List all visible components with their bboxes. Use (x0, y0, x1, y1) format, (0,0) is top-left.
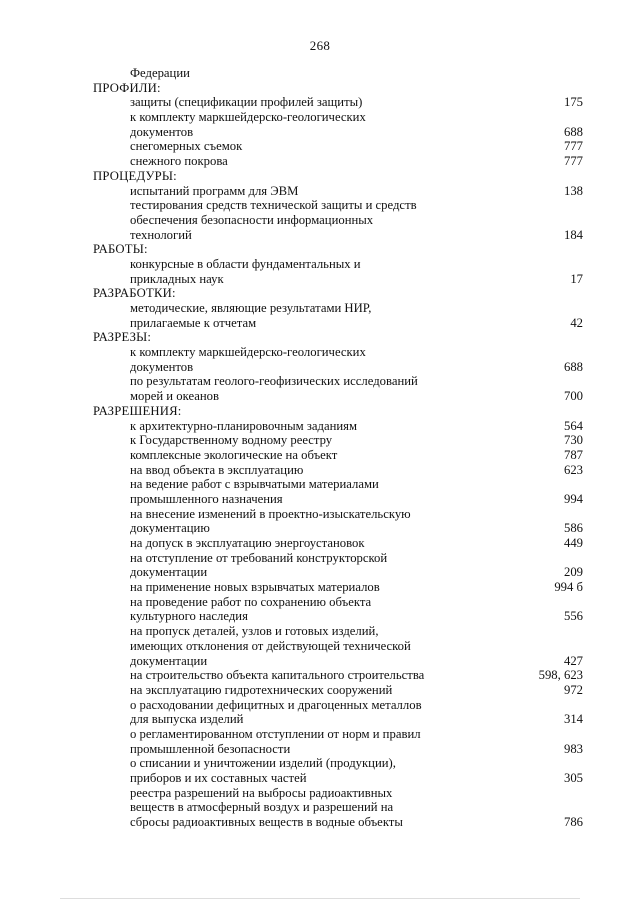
entry-text: защиты (спецификации профилей защиты) (130, 95, 363, 110)
page-reference: 983 (563, 741, 583, 756)
page-reference: 700 (563, 389, 583, 404)
page-reference: 586 (563, 521, 583, 536)
index-entry (0, 228, 640, 243)
entry-text: снегомерных съемок (130, 139, 243, 154)
entry-text: реестра разрешений на выбросы радиоактивных (130, 785, 393, 800)
heading-text: РАЗРЕШЕНИЯ: (93, 403, 182, 418)
entry-text: на отступление от требований конструкторской (130, 550, 388, 565)
index-entry (0, 698, 640, 713)
entry-text: о расходовании дефицитных и драгоценных металлов (130, 697, 422, 712)
heading-text: РАБОТЫ: (93, 242, 148, 257)
index-entry (0, 639, 640, 654)
entry-text: сбросы радиоактивных веществ в водные объекты (130, 815, 403, 830)
page-reference: 598, 623 (538, 668, 583, 683)
index-entry (0, 433, 640, 448)
index-entry (0, 419, 640, 434)
index-entry (0, 742, 640, 757)
index-entry (0, 595, 640, 610)
entry-text: для выпуска изделий (130, 712, 244, 727)
index-entry (0, 66, 640, 81)
entry-text: к комплекту маркшейдерско-геологических (130, 110, 366, 125)
page-bottom-edge (60, 898, 580, 899)
index-entry (0, 521, 640, 536)
index-entry (0, 800, 640, 815)
index-entry (0, 654, 640, 669)
index-entry (0, 624, 640, 639)
entry-text: веществ в атмосферный воздух и разрешений на (130, 800, 394, 815)
page-reference: 175 (563, 95, 583, 110)
page-reference: 730 (563, 433, 583, 448)
page-reference: 314 (563, 712, 583, 727)
entry-text: конкурсные в области фундаментальных и (130, 256, 361, 271)
index-entry (0, 257, 640, 272)
heading-text: РАЗРАБОТКИ: (93, 286, 176, 301)
page-reference: 994 б (554, 580, 583, 595)
index-entry (0, 125, 640, 140)
index-entry (0, 551, 640, 566)
index-entry (0, 389, 640, 404)
entry-text: прилагаемые к отчетам (130, 315, 257, 330)
entry-text: тестирования средств технической защиты и средств (130, 198, 417, 213)
entry-text: документации (130, 565, 208, 580)
entry-text: снежного покрова (130, 154, 228, 169)
index-entry (0, 95, 640, 110)
page-reference: 184 (563, 227, 583, 242)
index-heading (0, 286, 640, 301)
index-entry (0, 139, 640, 154)
index-heading (0, 404, 640, 419)
index-entry (0, 683, 640, 698)
entry-text: на ввод объекта в эксплуатацию (130, 462, 304, 477)
entry-text: документации (130, 653, 208, 668)
entry-text: на строительство объекта капитального строительства (130, 668, 425, 683)
entry-text: методические, являющие результатами НИР, (130, 301, 372, 315)
page-reference: 688 (563, 359, 583, 374)
page-reference: 777 (563, 139, 583, 154)
index-entry (0, 565, 640, 580)
page-reference: 427 (563, 653, 583, 668)
page-reference: 972 (563, 682, 583, 697)
entry-text: на ведение работ с взрывчатыми материалами (130, 477, 379, 492)
entry-text: приборов и их составных частей (130, 771, 307, 785)
page-reference: 17 (570, 271, 583, 286)
entry-text: документацию (130, 521, 210, 536)
index-entry (0, 786, 640, 801)
page-reference: 786 (563, 815, 583, 830)
page-reference: 787 (563, 447, 583, 462)
entry-text: морей и океанов (130, 389, 220, 404)
entry-text: к архитектурно-планировочным заданиям (130, 418, 358, 433)
index-entry (0, 272, 640, 287)
index-heading (0, 330, 640, 345)
page-number: 268 (309, 38, 331, 53)
heading-text: ПРОФИЛИ: (93, 80, 161, 95)
entry-text: на допуск в эксплуатацию энергоустановок (130, 536, 365, 550)
page-reference: 688 (563, 124, 583, 139)
entry-text: Федерации (130, 66, 190, 80)
entry-text: технологий (130, 227, 192, 242)
page-reference: 994 (563, 491, 583, 506)
index-entry (0, 492, 640, 507)
entry-text: на применение новых взрывчатых материалов (130, 580, 380, 595)
index-entry (0, 360, 640, 375)
entry-text: обеспечения безопасности информационных (130, 212, 374, 227)
index-entry (0, 154, 640, 169)
index-entry (0, 580, 640, 595)
index-entry (0, 198, 640, 213)
entry-text: к комплекту маркшейдерско-геологических (130, 345, 366, 360)
entry-text: документов (130, 124, 194, 139)
index-entry (0, 463, 640, 478)
page-reference: 305 (563, 771, 583, 785)
entry-text: на пропуск деталей, узлов и готовых изделий, (130, 624, 379, 639)
page-reference: 138 (563, 183, 583, 198)
index-entry (0, 345, 640, 360)
index-entry (0, 507, 640, 522)
index-entry (0, 213, 640, 228)
entry-text: испытаний программ для ЭВМ (130, 183, 299, 198)
entry-text: культурного наследия (130, 609, 248, 624)
entry-text: на проведение работ по сохранению объекта (130, 594, 372, 609)
page-reference: 623 (563, 462, 583, 477)
entry-text: на внесение изменений в проектно-изыскательскую (130, 506, 411, 521)
index-entry (0, 374, 640, 389)
entry-text: промышленного назначения (130, 491, 283, 506)
index-entry (0, 771, 640, 786)
index-entry (0, 536, 640, 551)
page-reference: 556 (563, 609, 583, 624)
index-heading (0, 81, 640, 96)
index-entry (0, 668, 640, 683)
index-entry (0, 110, 640, 125)
page-reference: 777 (563, 154, 583, 169)
entry-text: к Государственному водному реестру (130, 433, 333, 448)
index-entry (0, 184, 640, 199)
heading-text: РАЗРЕЗЫ: (93, 330, 152, 345)
heading-text: ПРОЦЕДУРЫ: (93, 168, 177, 183)
entry-text: комплексные экологические на объект (130, 447, 338, 462)
index-heading (0, 169, 640, 184)
index-heading (0, 242, 640, 257)
index-entry (0, 756, 640, 771)
page-reference: 564 (563, 418, 583, 433)
entry-text: документов (130, 359, 194, 374)
index-entry (0, 609, 640, 624)
entry-text: о регламентированном отступлении от норм и правил (130, 726, 421, 741)
index-entry (0, 316, 640, 331)
entry-text: промышленной безопасности (130, 741, 291, 756)
index-entry (0, 477, 640, 492)
index-list (0, 66, 640, 830)
page-reference: 42 (570, 315, 583, 330)
page-reference: 449 (563, 536, 583, 550)
entry-text: о списании и уничтожении изделий (продукции), (130, 756, 396, 771)
index-entry (0, 301, 640, 316)
index-entry (0, 448, 640, 463)
page-reference: 209 (563, 565, 583, 580)
index-entry (0, 712, 640, 727)
entry-text: на эксплуатацию гидротехнических сооружений (130, 682, 393, 697)
index-entry (0, 815, 640, 830)
entry-text: прикладных наук (130, 271, 224, 286)
entry-text: по результатам геолого-геофизических исследований (130, 374, 418, 389)
index-entry (0, 727, 640, 742)
entry-text: имеющих отклонения от действующей технической (130, 638, 411, 653)
